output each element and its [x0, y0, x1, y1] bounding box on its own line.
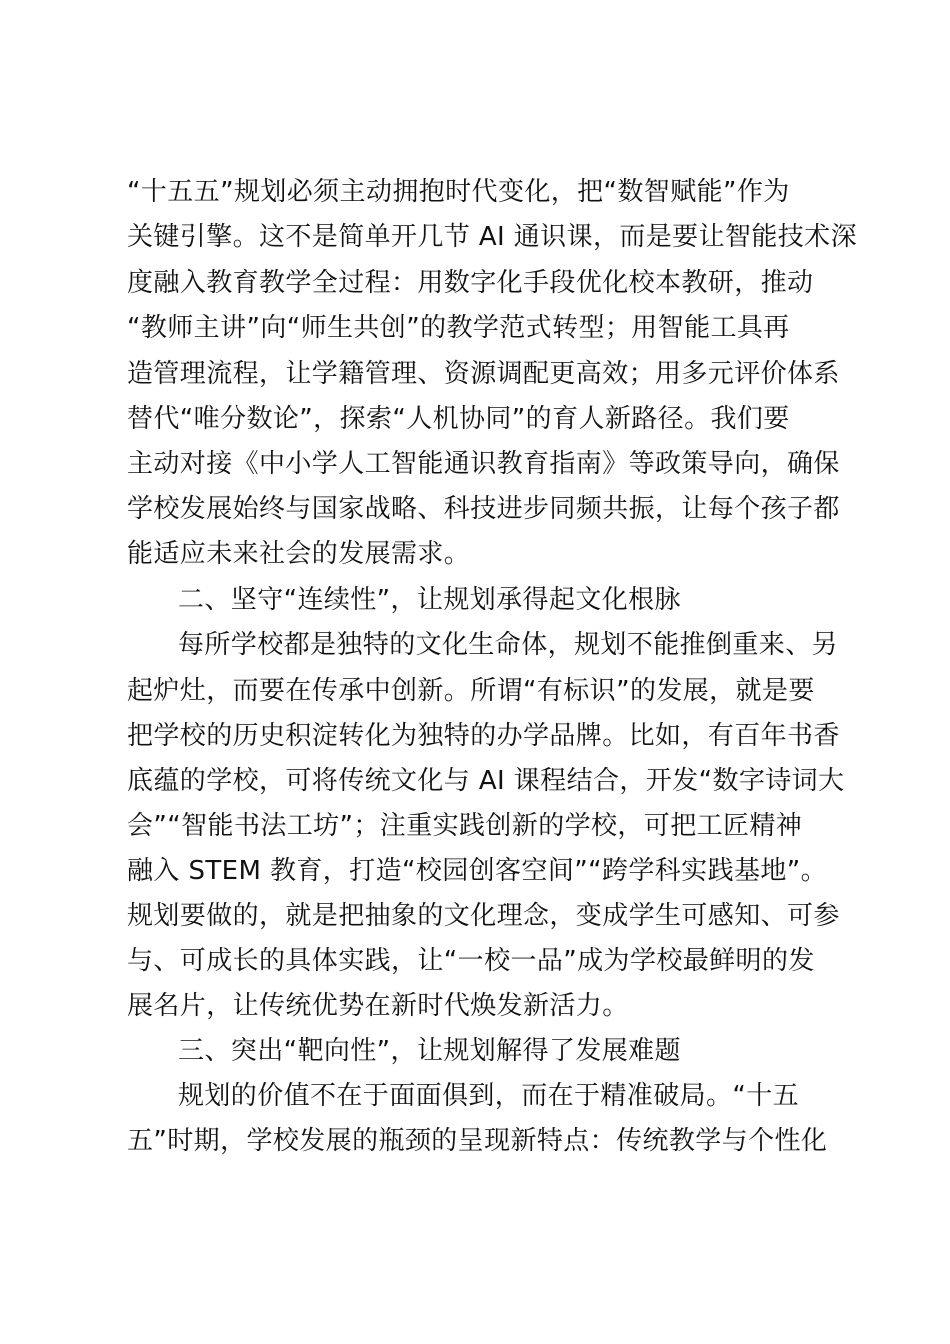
paragraph-line: “十五五”规划必须主动拥抱时代变化，把“数智赋能”作为: [127, 177, 790, 207]
section-heading: 三、突出“靶向性”，让规划解得了发展难题: [178, 1036, 681, 1066]
paragraph-line: 度融入教育教学全过程：用数字化手段优化校本教研，推动: [127, 268, 814, 298]
paragraph-line: 能适应未来社会的发展需求。: [127, 539, 471, 569]
paragraph-line: 学校发展始终与国家战略、科技进步同频共振，让每个孩子都: [127, 494, 840, 524]
paragraph-line: 底蕴的学校，可将传统文化与 AI 课程结合，开发“数字诗词大: [127, 766, 845, 796]
paragraph-line: 规划的价值不在于面面俱到，而在于精准破局。“十五: [178, 1081, 800, 1111]
paragraph-line: 融入 STEM 教育，打造“校园创客空间”“跨学科实践基地”。: [127, 856, 828, 886]
paragraph-line: 与、可成长的具体实践，让“一校一品”成为学校最鲜明的发: [127, 946, 815, 976]
paragraph-line: 五”时期，学校发展的瓶颈的呈现新特点：传统教学与个性化: [127, 1126, 828, 1156]
paragraph-line: 主动对接《中小学人工智能通识教育指南》等政策导向，确保: [127, 449, 840, 479]
paragraph-line: “教师主讲”向“师生共创”的教学范式转型；用智能工具再: [127, 313, 790, 343]
paragraph-line: 每所学校都是独特的文化生命体，规划不能推倒重来、另: [178, 630, 839, 660]
paragraph-line: 起炉灶，而要在传承中创新。所谓“有标识”的发展，就是要: [127, 676, 815, 706]
paragraph-line: 会”“智能书法工坊”；注重实践创新的学校，可把工匠精神: [127, 811, 803, 841]
paragraph-line: 展名片，让传统优势在新时代焕发新活力。: [127, 991, 629, 1021]
section-heading: 二、坚守“连续性”，让规划承得起文化根脉: [178, 585, 681, 615]
paragraph-line: 关键引擎。这不是简单开几节 AI 通识课，而是要让智能技术深: [127, 222, 857, 252]
paragraph-line: 把学校的历史积淀转化为独特的办学品牌。比如，有百年书香: [127, 721, 840, 751]
paragraph-line: 造管理流程，让学籍管理、资源调配更高效；用多元评价体系: [127, 359, 840, 389]
paragraph-line: 规划要做的，就是把抽象的文化理念，变成学生可感知、可参: [127, 901, 840, 931]
paragraph-line: 替代“唯分数论”，探索“人机协同”的育人新路径。我们要: [127, 404, 790, 434]
